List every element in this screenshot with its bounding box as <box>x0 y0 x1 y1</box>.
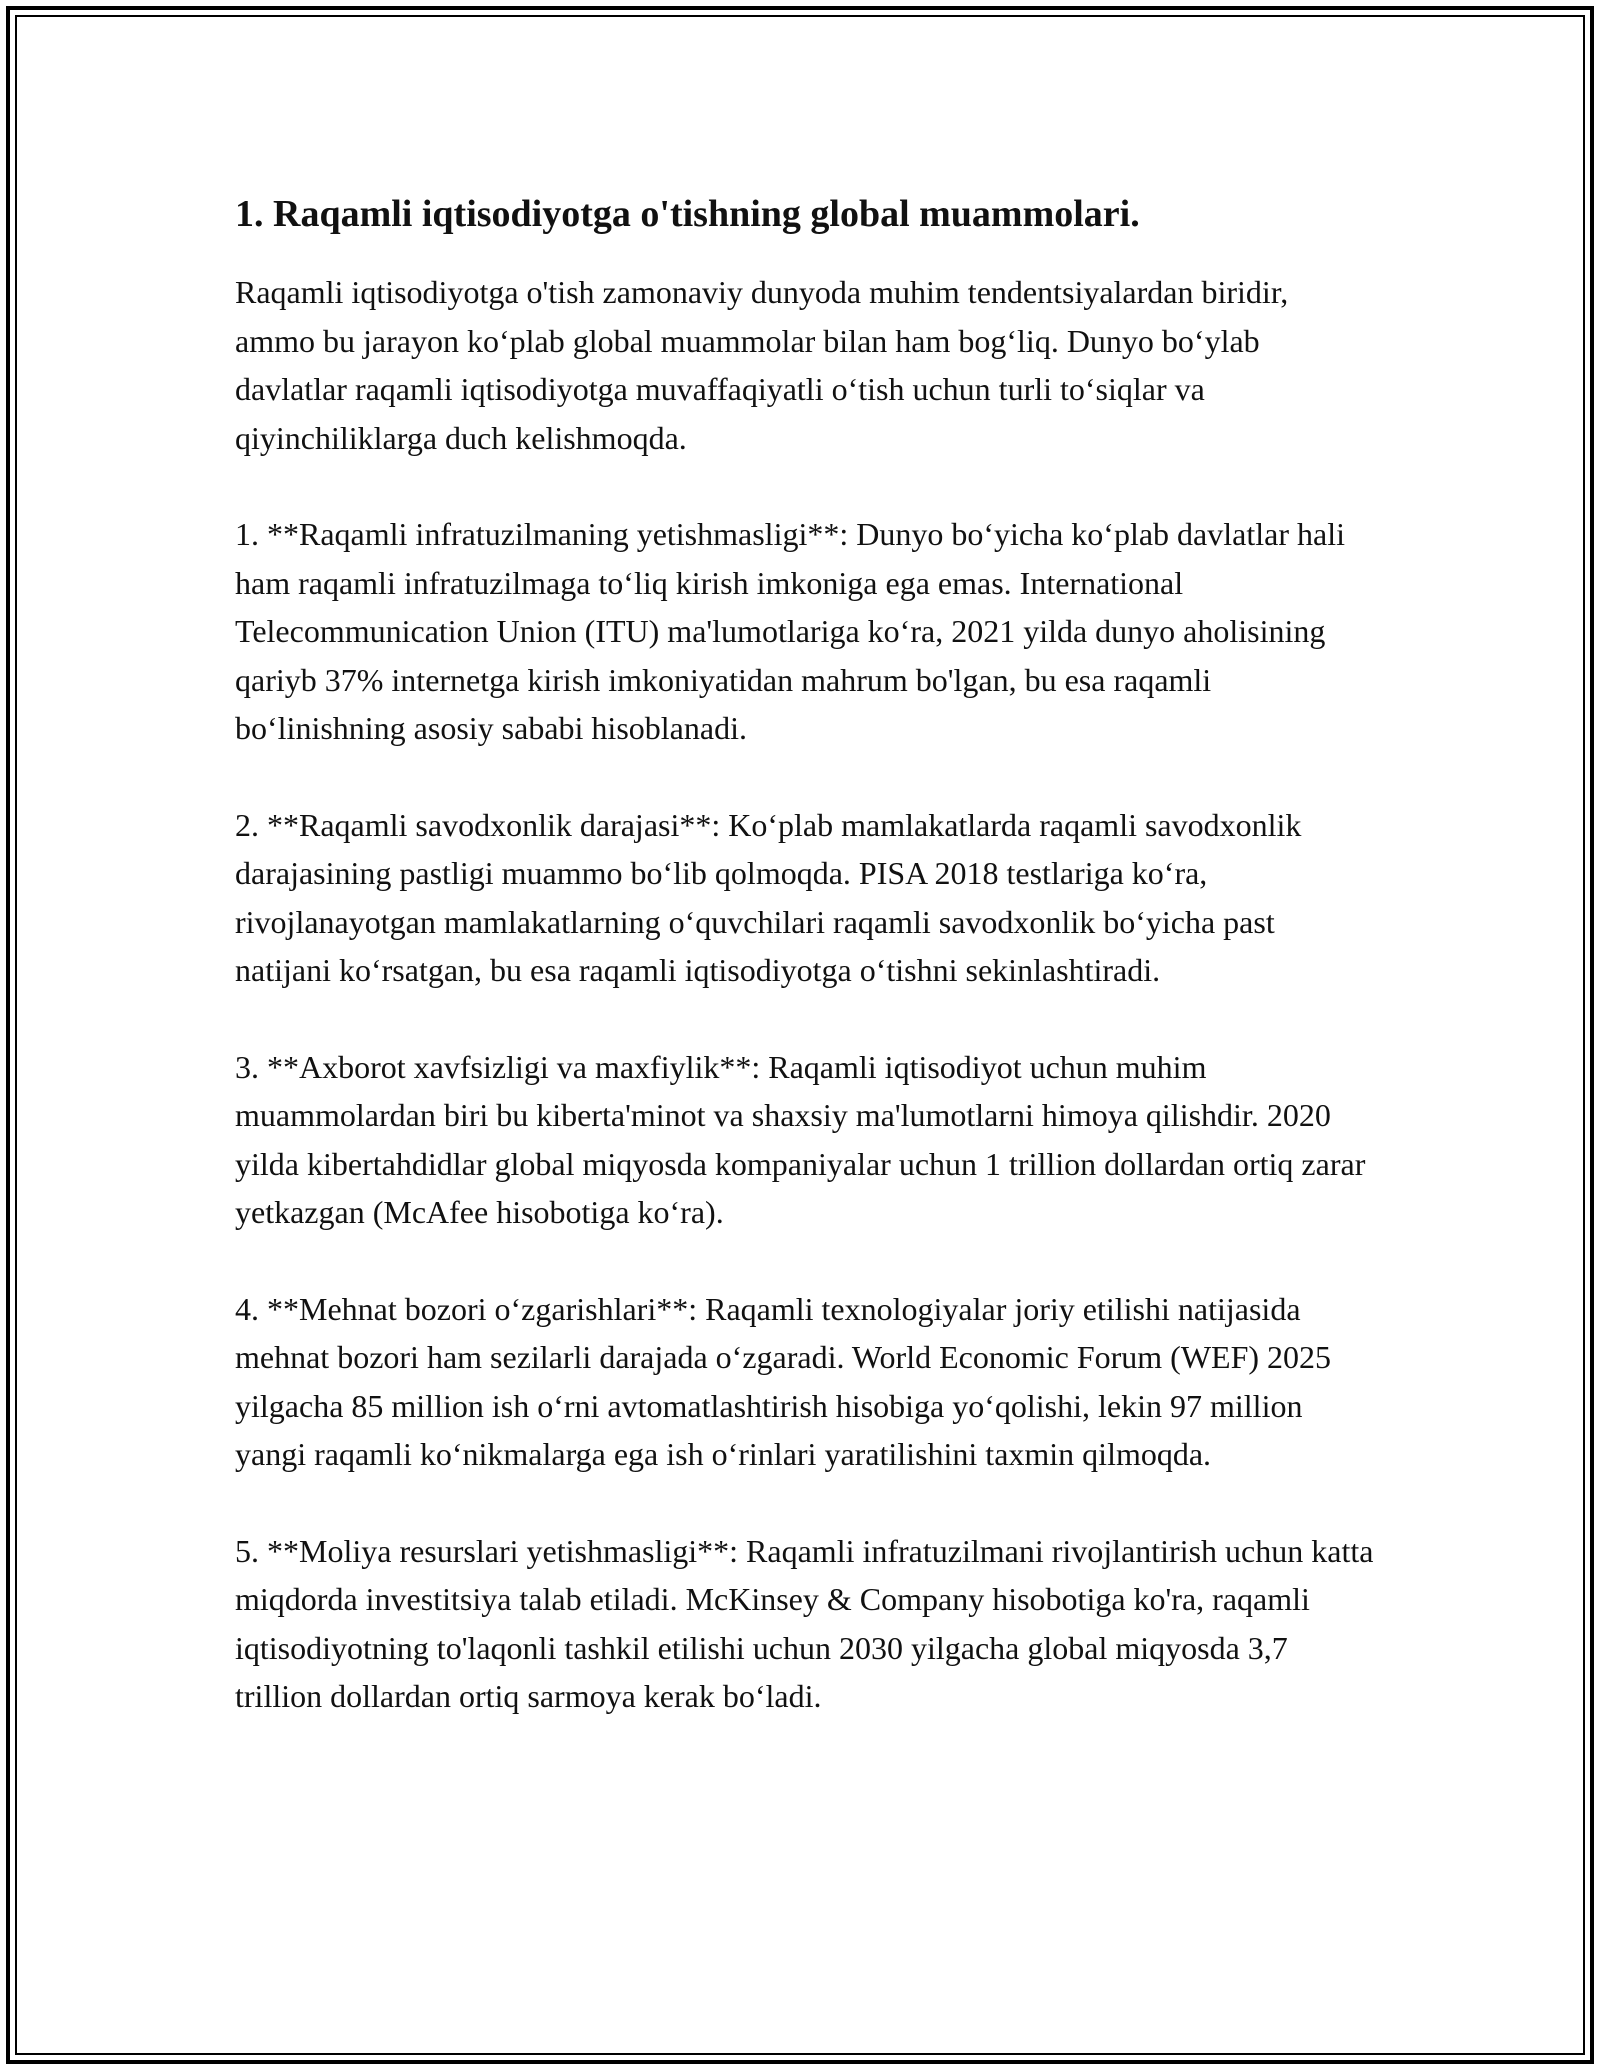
section-heading: 1. Raqamli iqtisodiyotga o'tishning global muammolari. <box>235 193 1140 235</box>
point-2-paragraph: 2. **Raqamli savodxonlik darajasi**: Koʻplab mamlakatlarda raqamli savodxonlik darajasining pastligi muammo boʻlib qolmoqda. PISA 2018 testlariga koʻra, rivojlanayotgan mamlakatlarning oʻquvchilari raqamli savodxonlik boʻyicha past natijani koʻrsatgan, bu esa raqamli iqtisodiyotga oʻtishni sekinlashtiradi. <box>235 806 1302 988</box>
point-1-paragraph: 1. **Raqamli infratuzilmaning yetishmasligi**: Dunyo boʻyicha koʻplab davlatlar hali ham raqamli infratuzilmaga toʻliq kirish imkoniga ega emas. International Telecommunication Union (ITU) ma'lumotlariga koʻra, 2021 yilda dunyo aholisining qariyb 37% internetga kirish imkoniyatidan mahrum bo'lgan, bu esa raqamli boʻlinishning asosiy sababi hisoblanadi. <box>235 516 1345 746</box>
document-body <box>235 186 1375 1769</box>
point-5-paragraph: 5. **Moliya resurslari yetishmasligi**: Raqamli infratuzilmani rivojlantirish uchun katta miqdorda investitsiya talab etiladi. McKinsey & Company hisobotiga ko'ra, raqamli iqtisodiyotning to'laqonli tashkil etilishi uchun 2030 yilgacha global miqyosda 3,7 trillion dollardan ortiq sarmoya kerak boʻladi. <box>235 1532 1374 1714</box>
point-3-paragraph: 3. **Axborot xavfsizligi va maxfiylik**: Raqamli iqtisodiyot uchun muhim muammolardan biri bu kiberta'minot va shaxsiy ma'lumotlarni himoya qilishdir. 2020 yilda kibertahdidlar global miqyosda kompaniyalar uchun 1 trillion dollardan ortiq zarar yetkazgan (McAfee hisobotiga koʻra). <box>235 1048 1366 1230</box>
intro-paragraph: Raqamli iqtisodiyotga o'tish zamonaviy dunyoda muhim tendentsiyalardan biridir, ammo bu jarayon koʻplab global muammolar bilan ham bogʻliq. Dunyo boʻylab davlatlar raqamli iqtisodiyotga muvaffaqiyatli oʻtish uchun turli toʻsiqlar va qiyinchiliklarga duch kelishmoqda. <box>235 274 1289 456</box>
point-4-paragraph: 4. **Mehnat bozori oʻzgarishlari**: Raqamli texnologiyalar joriy etilishi natijasida mehnat bozori ham sezilarli darajada oʻzgaradi. World Economic Forum (WEF) 2025 yilgacha 85 million ish oʻrni avtomatlashtirish hisobiga yoʻqolishi, lekin 97 million yangi raqamli koʻnikmalarga ega ish oʻrinlari yaratilishini taxmin qilmoqda. <box>235 1290 1332 1472</box>
